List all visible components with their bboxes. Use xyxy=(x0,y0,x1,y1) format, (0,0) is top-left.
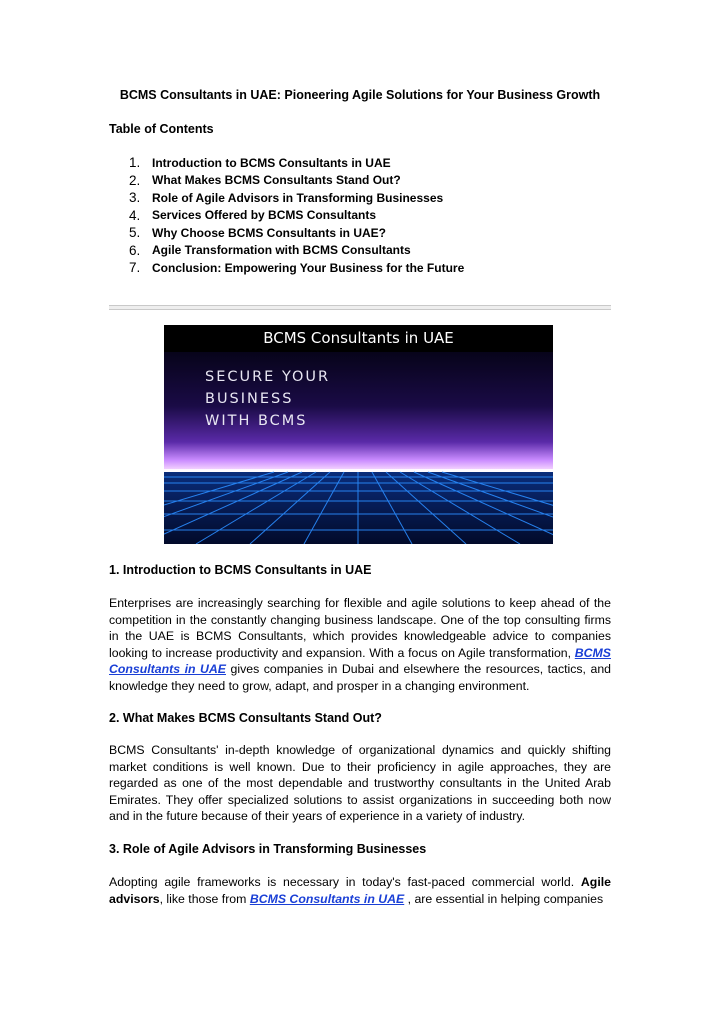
section-paragraph-2: BCMS Consultants' in-depth knowledge of organizational dynamics and quickly shifting market conditions is well known. Due to their proficiency in agile approaches, they are regarded as one of the most dependable and trustworthy consultants in the United Arab Emirates. They offer specialized solutions to assist organizations in succeeding both now and in the future because of their years of experience in a variety of industry. xyxy=(109,743,611,823)
banner-image xyxy=(164,325,553,544)
document-title: BCMS Consultants in UAE: Pioneering Agile Solutions for Your Business Growth xyxy=(119,88,601,102)
toc-item xyxy=(109,259,464,277)
toc-number: 2. xyxy=(129,172,141,188)
section-paragraph-1 xyxy=(109,595,611,694)
toc-number: 6. xyxy=(129,242,141,258)
toc-item xyxy=(109,172,464,190)
toc-item xyxy=(109,224,464,242)
tagline-line: WITH BCMS xyxy=(205,413,308,429)
toc-item xyxy=(109,242,464,260)
toc-number: 1. xyxy=(129,155,141,171)
toc-label: What Makes BCMS Consultants Stand Out? xyxy=(152,173,401,188)
toc-number: 5. xyxy=(129,225,141,241)
toc-item xyxy=(109,154,464,172)
paragraph-text: Adopting agile frameworks is necessary in today's fast-paced commercial world. xyxy=(109,875,581,889)
section-heading-3: 3. Role of Agile Advisors in Transforming Businesses xyxy=(109,842,427,856)
paragraph-text: gives companies in Dubai and elsewhere the resources, tactics, and knowledge they need to grow, adapt, and prosper in a changing environment. xyxy=(109,662,611,693)
toc-label: Introduction to BCMS Consultants in UAE xyxy=(152,155,391,170)
bcms-consultants-link[interactable]: BCMS Consultants in UAE xyxy=(109,645,611,676)
horizontal-divider xyxy=(109,305,611,310)
banner-tagline xyxy=(205,366,405,432)
banner-title: BCMS Consultants in UAE xyxy=(263,329,454,347)
paragraph-text: , like those from xyxy=(159,891,250,906)
section-paragraph-3 xyxy=(109,874,611,907)
toc-label: Agile Transformation with BCMS Consultants xyxy=(152,243,411,258)
toc-label: Role of Agile Advisors in Transforming Businesses xyxy=(152,190,444,205)
paragraph-text: Enterprises are increasingly searching for flexible and agile solutions to keep ahead of the competition in the constantly changing business landscape. One of the top consulting firms in the UAE is BCMS Consultants, which provides knowledgeable advice to companies looking to increase productivity and expansion. With a focus on Agile transformation, xyxy=(109,596,611,660)
toc-item xyxy=(109,189,464,207)
section-heading-2: 2. What Makes BCMS Consultants Stand Out? xyxy=(109,711,382,725)
paragraph-text: , are essential in helping companies xyxy=(404,891,604,906)
toc-number: 3. xyxy=(129,190,141,206)
toc-label: Why Choose BCMS Consultants in UAE? xyxy=(152,225,386,240)
bold-term: Agile advisors xyxy=(109,875,611,906)
toc-number: 7. xyxy=(129,260,141,276)
tagline-line: BUSINESS xyxy=(205,391,294,407)
table-of-contents xyxy=(109,154,464,277)
bcms-consultants-link[interactable]: BCMS Consultants in UAE xyxy=(249,891,405,906)
toc-label: Services Offered by BCMS Consultants xyxy=(152,208,377,223)
section-heading-1: 1. Introduction to BCMS Consultants in UAE xyxy=(109,563,372,577)
tagline-line: SECURE YOUR xyxy=(205,369,331,385)
toc-label: Conclusion: Empowering Your Business for the Future xyxy=(152,260,465,275)
toc-number: 4. xyxy=(129,207,141,223)
toc-heading: Table of Contents xyxy=(109,122,214,136)
toc-item xyxy=(109,207,464,225)
synthwave-background xyxy=(164,325,553,544)
